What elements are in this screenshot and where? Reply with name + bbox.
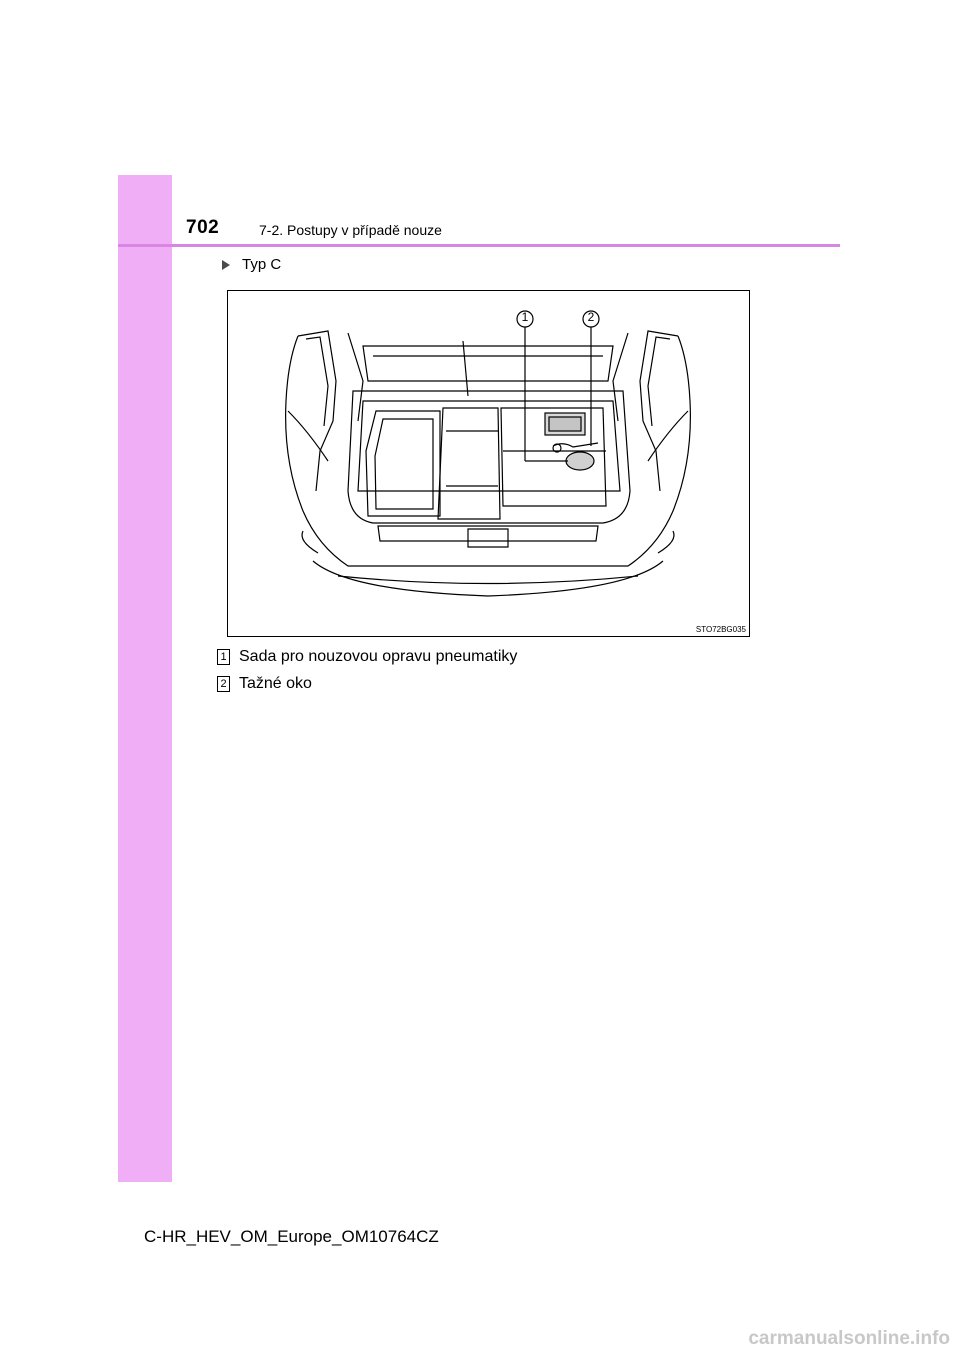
type-heading xyxy=(222,256,281,273)
legend-item-2 xyxy=(217,675,312,693)
watermark: carmanualsonline.info xyxy=(748,1328,950,1349)
footer-doc-id: C-HR_HEV_OM_Europe_OM10764CZ xyxy=(144,1227,439,1246)
figure-code: STO72BG035 xyxy=(695,625,746,634)
legend-text-2: Tažné oko xyxy=(239,675,312,692)
callout-1: 1 xyxy=(521,310,529,324)
triangle-bullet-icon xyxy=(222,260,230,270)
legend-item-1 xyxy=(217,648,517,666)
legend-number-2: 2 xyxy=(217,676,230,692)
page-number: 702 xyxy=(186,217,220,238)
side-tab-bar xyxy=(118,175,172,1182)
luggage-compartment-figure xyxy=(227,290,750,637)
legend-number-1: 1 xyxy=(217,649,230,665)
header-rule xyxy=(118,244,840,247)
type-label: Typ C xyxy=(242,256,282,273)
legend-text-1: Sada pro nouzovou opravu pneumatiky xyxy=(239,648,518,665)
callout-2: 2 xyxy=(587,310,595,324)
car-trunk-illustration xyxy=(228,291,749,636)
section-title: 7-2. Postupy v případě nouze xyxy=(259,222,442,238)
